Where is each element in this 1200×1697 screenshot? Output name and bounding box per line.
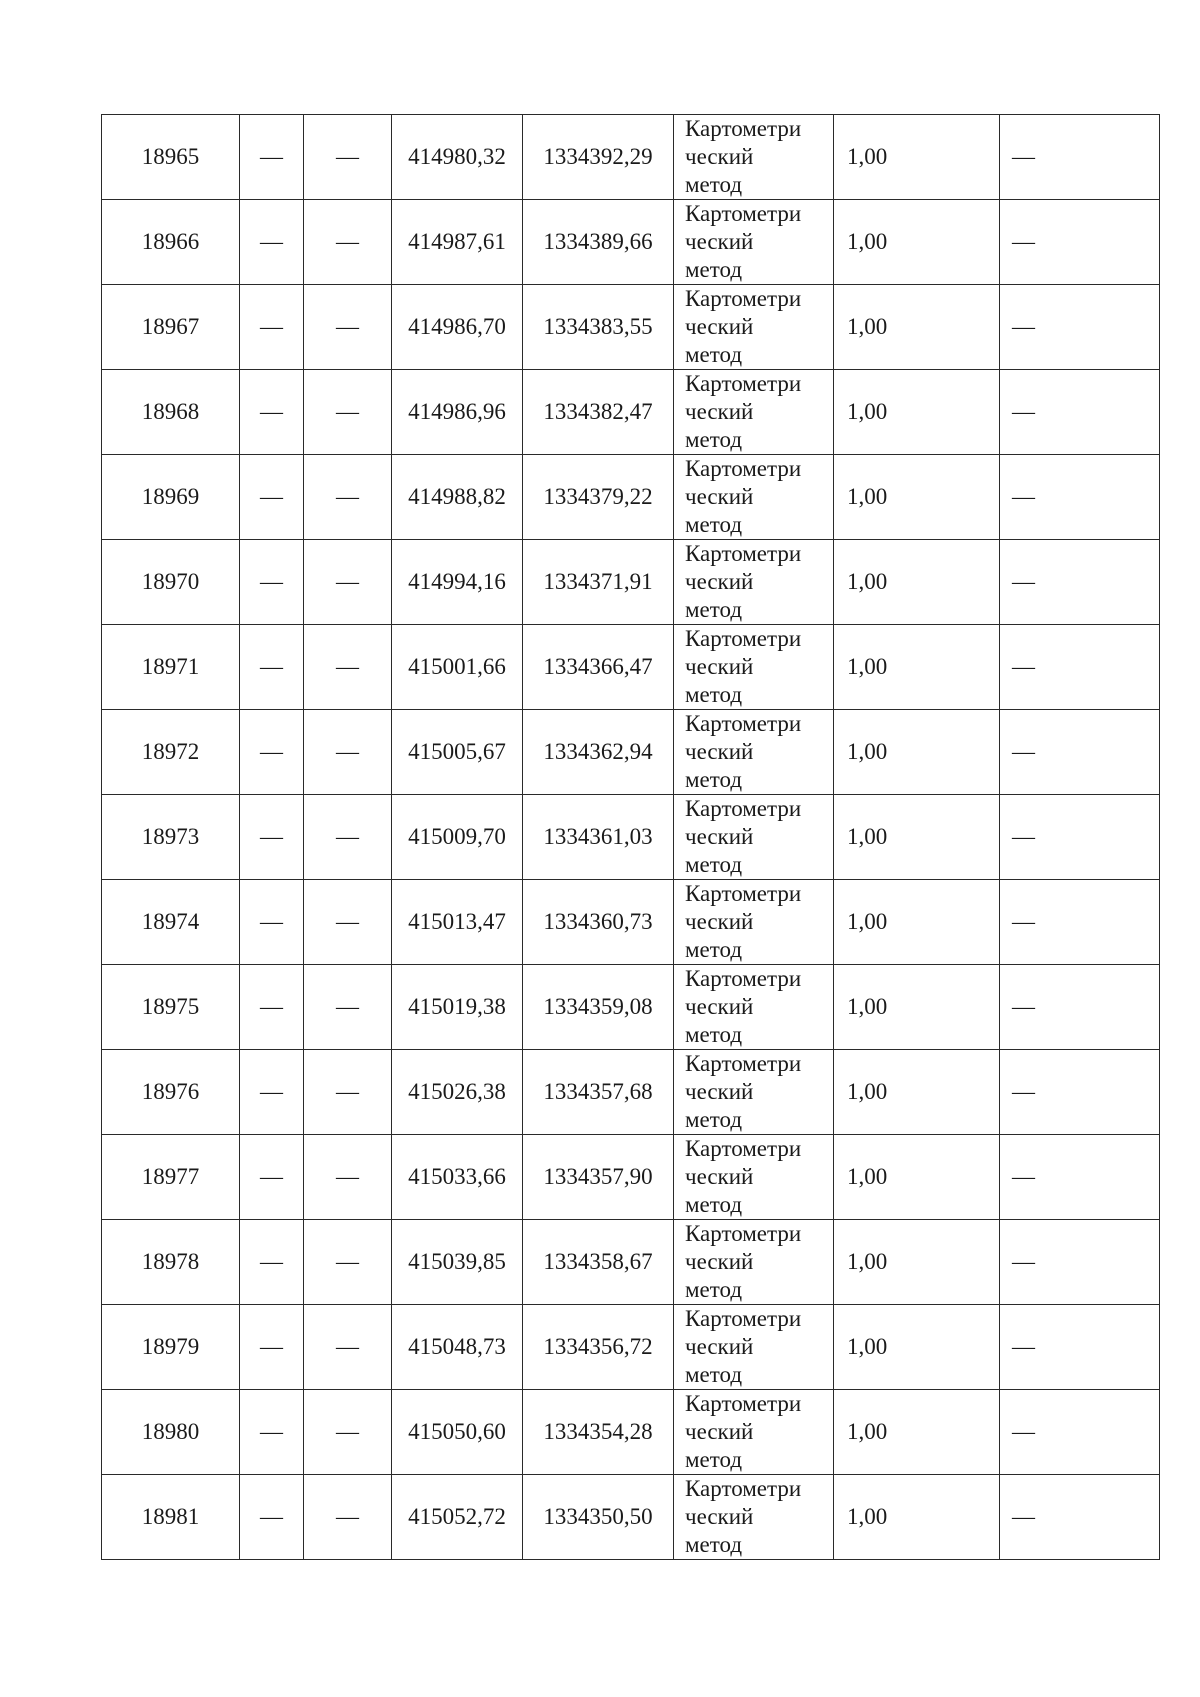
point-number-cell: 18976 bbox=[102, 1050, 240, 1135]
accuracy-cell: 1,00 bbox=[834, 455, 1000, 540]
empty-cell-c: — bbox=[1000, 1390, 1160, 1475]
method-text-line: метод bbox=[685, 1447, 743, 1472]
empty-cell-a: — bbox=[240, 710, 304, 795]
empty-cell-a: — bbox=[240, 200, 304, 285]
table-body bbox=[102, 115, 1160, 1560]
method-cell bbox=[674, 1135, 834, 1220]
method-text-line: Картометри bbox=[685, 1051, 802, 1076]
method-text-line: Картометри bbox=[685, 201, 802, 226]
accuracy-cell: 1,00 bbox=[834, 285, 1000, 370]
empty-cell-c: — bbox=[1000, 1220, 1160, 1305]
y-coordinate-cell: 1334354,28 bbox=[523, 1390, 674, 1475]
method-cell bbox=[674, 1475, 834, 1560]
table-row bbox=[102, 285, 1160, 370]
accuracy-cell: 1,00 bbox=[834, 965, 1000, 1050]
empty-cell-c: — bbox=[1000, 625, 1160, 710]
x-coordinate-cell: 415005,67 bbox=[392, 710, 523, 795]
table-row bbox=[102, 1135, 1160, 1220]
table-row bbox=[102, 965, 1160, 1050]
point-number-cell: 18975 bbox=[102, 965, 240, 1050]
method-text-line: ческий bbox=[685, 1419, 754, 1444]
empty-cell-c: — bbox=[1000, 1050, 1160, 1135]
empty-cell-c: — bbox=[1000, 1475, 1160, 1560]
table-row bbox=[102, 880, 1160, 965]
x-coordinate-cell: 415009,70 bbox=[392, 795, 523, 880]
method-cell bbox=[674, 370, 834, 455]
method-text-line: Картометри bbox=[685, 1306, 802, 1331]
table-row bbox=[102, 710, 1160, 795]
x-coordinate-cell: 414980,32 bbox=[392, 115, 523, 200]
point-number-cell: 18977 bbox=[102, 1135, 240, 1220]
empty-cell-b: — bbox=[304, 1390, 392, 1475]
method-text-line: Картометри bbox=[685, 796, 802, 821]
method-text-line: метод bbox=[685, 1362, 743, 1387]
method-cell bbox=[674, 1050, 834, 1135]
empty-cell-a: — bbox=[240, 1220, 304, 1305]
y-coordinate-cell: 1334360,73 bbox=[523, 880, 674, 965]
empty-cell-c: — bbox=[1000, 285, 1160, 370]
method-text-line: Картометри bbox=[685, 371, 802, 396]
method-text-line: ческий bbox=[685, 909, 754, 934]
empty-cell-c: — bbox=[1000, 880, 1160, 965]
x-coordinate-cell: 414994,16 bbox=[392, 540, 523, 625]
method-text-line: ческий bbox=[685, 399, 754, 424]
method-text-line: метод bbox=[685, 852, 743, 877]
method-text-line: ческий bbox=[685, 484, 754, 509]
empty-cell-c: — bbox=[1000, 965, 1160, 1050]
empty-cell-c: — bbox=[1000, 710, 1160, 795]
y-coordinate-cell: 1334361,03 bbox=[523, 795, 674, 880]
empty-cell-a: — bbox=[240, 455, 304, 540]
y-coordinate-cell: 1334350,50 bbox=[523, 1475, 674, 1560]
x-coordinate-cell: 414986,96 bbox=[392, 370, 523, 455]
table-row bbox=[102, 1220, 1160, 1305]
table-row bbox=[102, 455, 1160, 540]
method-cell bbox=[674, 795, 834, 880]
y-coordinate-cell: 1334392,29 bbox=[523, 115, 674, 200]
empty-cell-c: — bbox=[1000, 455, 1160, 540]
empty-cell-b: — bbox=[304, 710, 392, 795]
empty-cell-a: — bbox=[240, 285, 304, 370]
accuracy-cell: 1,00 bbox=[834, 370, 1000, 455]
x-coordinate-cell: 415033,66 bbox=[392, 1135, 523, 1220]
method-cell bbox=[674, 1390, 834, 1475]
empty-cell-c: — bbox=[1000, 1135, 1160, 1220]
method-text-line: ческий bbox=[685, 654, 754, 679]
method-text-line: метод bbox=[685, 682, 743, 707]
empty-cell-b: — bbox=[304, 115, 392, 200]
accuracy-cell: 1,00 bbox=[834, 710, 1000, 795]
point-number-cell: 18967 bbox=[102, 285, 240, 370]
method-text-line: Картометри bbox=[685, 1221, 802, 1246]
accuracy-cell: 1,00 bbox=[834, 625, 1000, 710]
empty-cell-b: — bbox=[304, 1220, 392, 1305]
method-text-line: метод bbox=[685, 597, 743, 622]
empty-cell-c: — bbox=[1000, 115, 1160, 200]
table-row bbox=[102, 370, 1160, 455]
point-number-cell: 18968 bbox=[102, 370, 240, 455]
method-text-line: ческий bbox=[685, 739, 754, 764]
empty-cell-c: — bbox=[1000, 540, 1160, 625]
empty-cell-b: — bbox=[304, 965, 392, 1050]
y-coordinate-cell: 1334359,08 bbox=[523, 965, 674, 1050]
point-number-cell: 18980 bbox=[102, 1390, 240, 1475]
empty-cell-a: — bbox=[240, 965, 304, 1050]
point-number-cell: 18970 bbox=[102, 540, 240, 625]
empty-cell-b: — bbox=[304, 1135, 392, 1220]
method-text-line: ческий bbox=[685, 314, 754, 339]
y-coordinate-cell: 1334383,55 bbox=[523, 285, 674, 370]
method-text-line: Картометри bbox=[685, 1476, 802, 1501]
method-text-line: метод bbox=[685, 172, 743, 197]
table-row bbox=[102, 1050, 1160, 1135]
point-number-cell: 18973 bbox=[102, 795, 240, 880]
method-cell bbox=[674, 965, 834, 1050]
method-text-line: Картометри bbox=[685, 711, 802, 736]
empty-cell-c: — bbox=[1000, 795, 1160, 880]
method-text-line: ческий bbox=[685, 229, 754, 254]
method-text-line: ческий bbox=[685, 824, 754, 849]
empty-cell-b: — bbox=[304, 1305, 392, 1390]
method-cell bbox=[674, 455, 834, 540]
table-row bbox=[102, 115, 1160, 200]
method-text-line: ческий bbox=[685, 1079, 754, 1104]
method-text-line: метод bbox=[685, 1022, 743, 1047]
empty-cell-a: — bbox=[240, 540, 304, 625]
empty-cell-a: — bbox=[240, 1135, 304, 1220]
method-text-line: метод bbox=[685, 767, 743, 792]
x-coordinate-cell: 415048,73 bbox=[392, 1305, 523, 1390]
method-text-line: метод bbox=[685, 1192, 743, 1217]
table-row bbox=[102, 1390, 1160, 1475]
y-coordinate-cell: 1334366,47 bbox=[523, 625, 674, 710]
method-text-line: Картометри bbox=[685, 881, 802, 906]
empty-cell-b: — bbox=[304, 455, 392, 540]
method-text-line: ческий bbox=[685, 1504, 754, 1529]
method-text-line: метод bbox=[685, 257, 743, 282]
empty-cell-b: — bbox=[304, 540, 392, 625]
method-text-line: ческий bbox=[685, 144, 754, 169]
x-coordinate-cell: 415052,72 bbox=[392, 1475, 523, 1560]
y-coordinate-cell: 1334382,47 bbox=[523, 370, 674, 455]
empty-cell-a: — bbox=[240, 795, 304, 880]
method-text-line: метод bbox=[685, 342, 743, 367]
method-cell bbox=[674, 625, 834, 710]
method-cell bbox=[674, 200, 834, 285]
method-cell bbox=[674, 540, 834, 625]
empty-cell-b: — bbox=[304, 795, 392, 880]
x-coordinate-cell: 415013,47 bbox=[392, 880, 523, 965]
method-text-line: метод bbox=[685, 427, 743, 452]
empty-cell-b: — bbox=[304, 370, 392, 455]
method-text-line: ческий bbox=[685, 1164, 754, 1189]
empty-cell-a: — bbox=[240, 1390, 304, 1475]
empty-cell-a: — bbox=[240, 115, 304, 200]
method-text-line: Картометри bbox=[685, 1391, 802, 1416]
x-coordinate-cell: 415001,66 bbox=[392, 625, 523, 710]
point-number-cell: 18972 bbox=[102, 710, 240, 795]
x-coordinate-cell: 415019,38 bbox=[392, 965, 523, 1050]
empty-cell-b: — bbox=[304, 1475, 392, 1560]
empty-cell-b: — bbox=[304, 625, 392, 710]
empty-cell-b: — bbox=[304, 285, 392, 370]
empty-cell-a: — bbox=[240, 880, 304, 965]
table-row bbox=[102, 1305, 1160, 1390]
accuracy-cell: 1,00 bbox=[834, 1305, 1000, 1390]
point-number-cell: 18971 bbox=[102, 625, 240, 710]
accuracy-cell: 1,00 bbox=[834, 1390, 1000, 1475]
x-coordinate-cell: 415050,60 bbox=[392, 1390, 523, 1475]
y-coordinate-cell: 1334379,22 bbox=[523, 455, 674, 540]
table-row bbox=[102, 795, 1160, 880]
point-number-cell: 18965 bbox=[102, 115, 240, 200]
method-text-line: Картометри bbox=[685, 456, 802, 481]
accuracy-cell: 1,00 bbox=[834, 795, 1000, 880]
point-number-cell: 18978 bbox=[102, 1220, 240, 1305]
y-coordinate-cell: 1334357,68 bbox=[523, 1050, 674, 1135]
method-cell bbox=[674, 1220, 834, 1305]
method-text-line: метод bbox=[685, 1107, 743, 1132]
point-number-cell: 18981 bbox=[102, 1475, 240, 1560]
y-coordinate-cell: 1334362,94 bbox=[523, 710, 674, 795]
point-number-cell: 18974 bbox=[102, 880, 240, 965]
y-coordinate-cell: 1334389,66 bbox=[523, 200, 674, 285]
accuracy-cell: 1,00 bbox=[834, 540, 1000, 625]
point-number-cell: 18966 bbox=[102, 200, 240, 285]
accuracy-cell: 1,00 bbox=[834, 1475, 1000, 1560]
table-row bbox=[102, 200, 1160, 285]
empty-cell-c: — bbox=[1000, 370, 1160, 455]
method-cell bbox=[674, 880, 834, 965]
method-text-line: Картометри bbox=[685, 966, 802, 991]
accuracy-cell: 1,00 bbox=[834, 115, 1000, 200]
method-cell bbox=[674, 285, 834, 370]
y-coordinate-cell: 1334356,72 bbox=[523, 1305, 674, 1390]
table-row bbox=[102, 540, 1160, 625]
accuracy-cell: 1,00 bbox=[834, 1050, 1000, 1135]
x-coordinate-cell: 415026,38 bbox=[392, 1050, 523, 1135]
method-text-line: Картометри bbox=[685, 116, 802, 141]
method-cell bbox=[674, 1305, 834, 1390]
x-coordinate-cell: 415039,85 bbox=[392, 1220, 523, 1305]
method-text-line: ческий bbox=[685, 994, 754, 1019]
empty-cell-a: — bbox=[240, 1305, 304, 1390]
y-coordinate-cell: 1334357,90 bbox=[523, 1135, 674, 1220]
y-coordinate-cell: 1334358,67 bbox=[523, 1220, 674, 1305]
method-text-line: метод bbox=[685, 1532, 743, 1557]
method-text-line: ческий bbox=[685, 569, 754, 594]
empty-cell-c: — bbox=[1000, 1305, 1160, 1390]
empty-cell-a: — bbox=[240, 1475, 304, 1560]
point-number-cell: 18969 bbox=[102, 455, 240, 540]
method-text-line: Картометри bbox=[685, 541, 802, 566]
y-coordinate-cell: 1334371,91 bbox=[523, 540, 674, 625]
accuracy-cell: 1,00 bbox=[834, 1135, 1000, 1220]
empty-cell-a: — bbox=[240, 370, 304, 455]
accuracy-cell: 1,00 bbox=[834, 880, 1000, 965]
coordinates-table bbox=[101, 114, 1160, 1560]
method-text-line: Картометри bbox=[685, 1136, 802, 1161]
method-text-line: метод bbox=[685, 1277, 743, 1302]
empty-cell-b: — bbox=[304, 1050, 392, 1135]
method-text-line: метод bbox=[685, 937, 743, 962]
empty-cell-a: — bbox=[240, 1050, 304, 1135]
empty-cell-b: — bbox=[304, 200, 392, 285]
x-coordinate-cell: 414988,82 bbox=[392, 455, 523, 540]
point-number-cell: 18979 bbox=[102, 1305, 240, 1390]
empty-cell-b: — bbox=[304, 880, 392, 965]
method-text-line: метод bbox=[685, 512, 743, 537]
method-text-line: Картометри bbox=[685, 626, 802, 651]
method-text-line: ческий bbox=[685, 1249, 754, 1274]
method-text-line: ческий bbox=[685, 1334, 754, 1359]
empty-cell-a: — bbox=[240, 625, 304, 710]
method-cell bbox=[674, 115, 834, 200]
accuracy-cell: 1,00 bbox=[834, 1220, 1000, 1305]
table-row bbox=[102, 1475, 1160, 1560]
method-cell bbox=[674, 710, 834, 795]
table-row bbox=[102, 625, 1160, 710]
empty-cell-c: — bbox=[1000, 200, 1160, 285]
accuracy-cell: 1,00 bbox=[834, 200, 1000, 285]
x-coordinate-cell: 414986,70 bbox=[392, 285, 523, 370]
x-coordinate-cell: 414987,61 bbox=[392, 200, 523, 285]
method-text-line: Картометри bbox=[685, 286, 802, 311]
